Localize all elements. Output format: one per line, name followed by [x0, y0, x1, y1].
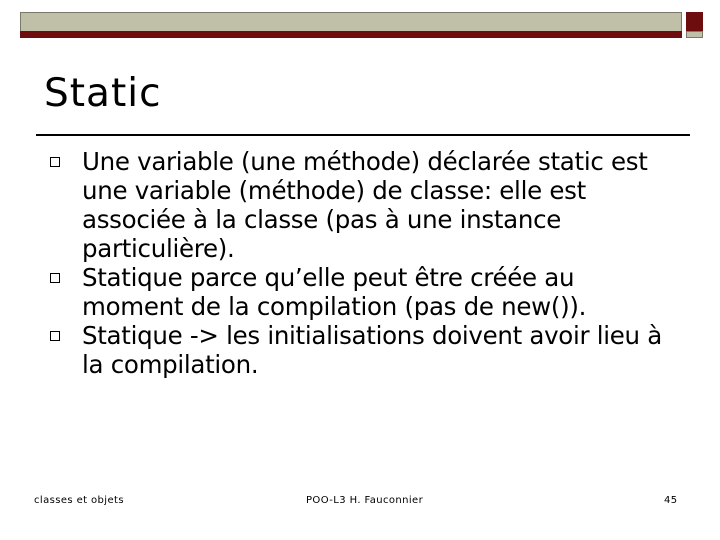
square-bullet-icon: [50, 331, 60, 341]
slide-title: Static: [44, 71, 162, 116]
footer-course-label: classes et objets: [34, 495, 124, 506]
bullet-text: Une variable (une méthode) déclarée static est une variable (méthode) de classe: elle est associée à la classe (pas à une instance particulière).: [82, 147, 648, 263]
page-number: 45: [664, 495, 678, 506]
square-bullet-icon: [50, 157, 60, 167]
bullet-item: [48, 263, 678, 321]
bullet-item: [48, 321, 678, 379]
header-small-square: [686, 31, 703, 38]
footer-author: POO-L3 H. Fauconnier: [306, 495, 424, 506]
bullet-text: Statique parce qu’elle peut être créée au moment de la compilation (pas de new()).: [82, 263, 587, 321]
bullet-item: [48, 147, 678, 263]
title-underline: [36, 134, 690, 136]
bullet-list: [48, 147, 678, 379]
header-accent-square: [686, 12, 703, 31]
bullet-text: Statique -> les initialisations doivent avoir lieu à la compilation.: [82, 321, 662, 379]
header-accent-stripe: [20, 31, 682, 38]
square-bullet-icon: [50, 273, 60, 283]
